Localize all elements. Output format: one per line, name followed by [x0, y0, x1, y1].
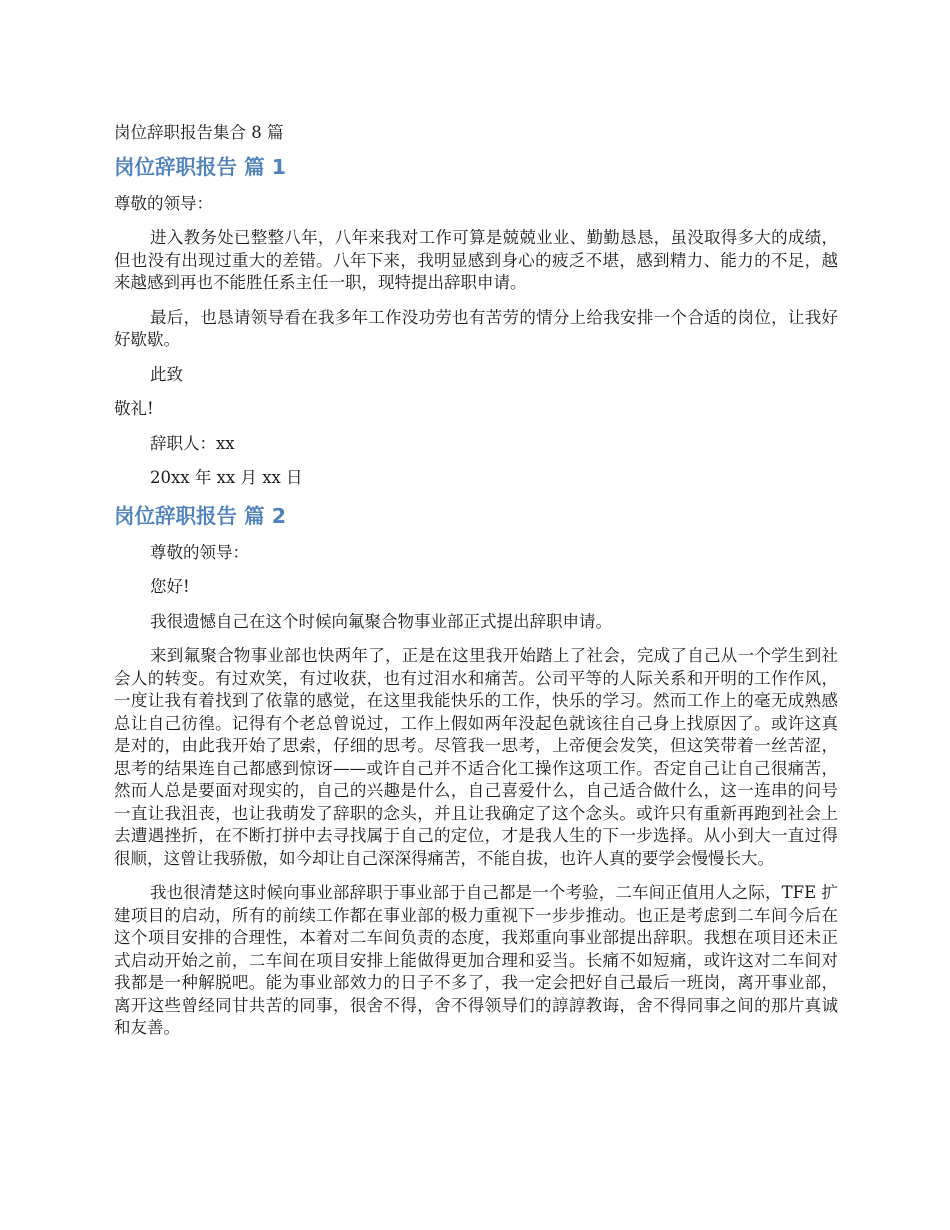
signer-line: 辞职人：xx — [150, 433, 235, 453]
closing-line: 此致 — [150, 364, 183, 384]
salutation: 尊敬的领导： — [114, 193, 213, 213]
section-heading: 岗位辞职报告 篇 2 — [114, 503, 287, 528]
document-page — [114, 122, 838, 1052]
body-paragraph: 最后，也恳请领导看在我多年工作没功劳也有苦劳的情分上给我安排一个合适的岗位，让我好好歇歇。 — [114, 307, 838, 349]
date-line: 20xx 年 xx 月 xx 日 — [150, 468, 303, 487]
section-1 — [114, 153, 838, 490]
section-2 — [114, 502, 838, 1040]
document-title: 岗位辞职报告集合 8 篇 — [114, 123, 284, 142]
greeting: 您好! — [150, 577, 190, 596]
body-paragraph: 我也很清楚这时候向事业部辞职于事业部于自己都是一个考验，二车间正值用人之际，TFE 扩建项目的启动，所有的前续工作都在事业部的极力重视下一步步推动。也正是考虑到二车间今后在这个项目安排的合理性，本着对二车间负责的态度，我郑重向事业部提出辞职。我想在项目还未正式启动开始之前，二车间在项目安排上能做得更加合理和妥当。长痛不如短痛，或许这对二车间对我都是一种解脱吧。能为事业部效力的日子不多了，我一定会把好自己最后一班岗，离开事业部，离开这些曾经同甘共苦的同事，很舍不得，舍不得领导们的諄諄教诲，舍不得同事之间的那片真诚和友善。 — [114, 883, 838, 1037]
body-paragraph: 我很遗憾自己在这个时候向氟聚合物事业部正式提出辞职申请。 — [150, 611, 612, 631]
section-heading: 岗位辞职报告 篇 1 — [114, 154, 287, 179]
salutation: 尊敬的领导： — [150, 542, 249, 562]
body-paragraph: 来到氟聚合物事业部也快两年了，正是在这里我开始踏上了社会，完成了自己从一个学生到社会人的转变。有过欢笑，有过收获，也有过泪水和痛苦。公司平等的人际关系和开明的工作作风，一度让我有着找到了依靠的感觉，在这里我能快乐的工作，快乐的学习。然而工作上的毫无成熟感总让自己彷徨。记得有个老总曾说过，工作上假如两年没起色就该往自己身上找原因了。或许这真是对的，由此我开始了思索，仔细的思考。尽管我一思考，上帝便会发笑，但这笑带着一丝苦涩，思考的结果连自己都感到惊讶——或许自己并不适合化工操作这项工作。否定自己让自己很痛苦，然而人总是要面对现实的，自己的兴趣是什么，自己喜爱什么，自己适合做什么，这一连串的问号一直让我沮丧，也让我萌发了辞职的念头，并且让我确定了这个念头。或许只有重新再跑到社会上去遭遇挫折，在不断打拼中去寻找属于自己的定位，才是我人生的下一步选择。从小到大一直过得很顺，这曾让我骄傲，如今却让自己深深得痛苦，不能自拔，也许人真的要学会慢慢长大。 — [114, 646, 838, 868]
body-paragraph: 进入教务处已整整八年，八年来我对工作可算是兢兢业业、勤勤恳恳，虽没取得多大的成绩，但也没有出现过重大的差错。八年下来，我明显感到身心的疲乏不堪，感到精力、能力的不足，越来越感到再也不能胜任系主任一职，现特提出辞职申请。 — [114, 228, 838, 292]
closing-salute: 敬礼! — [114, 399, 154, 418]
